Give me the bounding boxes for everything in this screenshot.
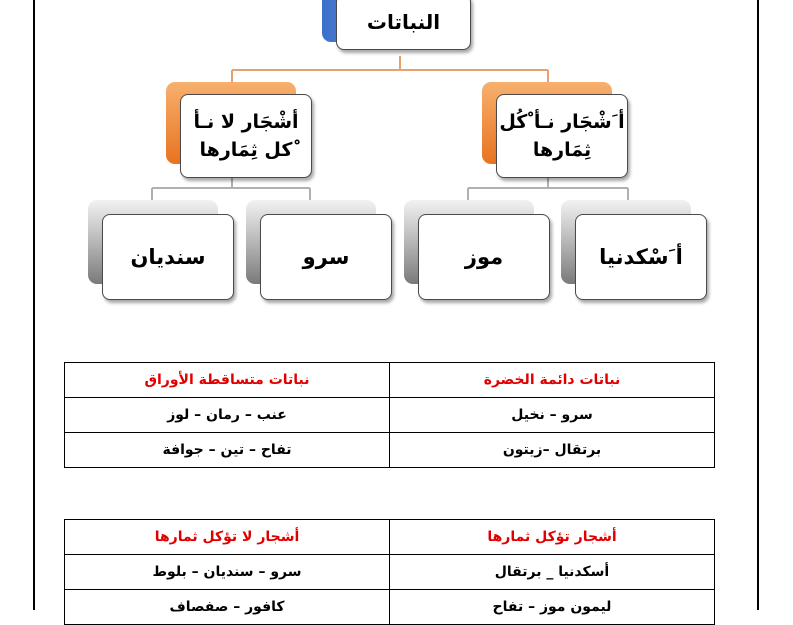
- table-cell: عنب – رمان – لوز: [65, 398, 390, 433]
- leaf-node-sarw: [244, 200, 394, 302]
- table-cell: كافور – صفصاف: [65, 590, 390, 625]
- table-row: [65, 555, 715, 590]
- leaf-node-sarw-box: [260, 214, 392, 300]
- root-label: النباتات: [366, 10, 441, 34]
- leaf-label-askadinya: أ َسْكدنيا: [599, 245, 683, 269]
- table-cell: برتقال –زيتون: [390, 433, 715, 468]
- table2-header-edible: أشجار تؤكل ثمارها: [390, 520, 715, 555]
- table-row: [65, 433, 715, 468]
- leaf-node-mawz: [402, 200, 552, 302]
- leaf-node-mawz-box: [418, 214, 550, 300]
- leaf-node-sindyan: [86, 200, 236, 302]
- group-label-edible: أ َشْجَار نـأ ْكُل ثِمَارها: [499, 111, 625, 161]
- table-row: [65, 363, 715, 398]
- root-node-box: [336, 0, 471, 50]
- table-cell: أسكدنيا _ برتقال: [390, 555, 715, 590]
- group-label-inedible: أشْجَار لا نـأ ْكل ثِمَارها: [193, 111, 299, 161]
- table1-header-evergreen: نباتات دائمة الخضرة: [390, 363, 715, 398]
- root-node: [322, 0, 472, 56]
- table-row: [65, 590, 715, 625]
- table1-header-deciduous: نباتات متساقطة الأوراق: [65, 363, 390, 398]
- table-edible-fruit: [64, 519, 715, 625]
- table-row: [65, 520, 715, 555]
- table-row: [65, 398, 715, 433]
- leaf-label-sindyan: سنديان: [130, 245, 206, 269]
- leaf-node-sindyan-box: [102, 214, 234, 300]
- table-cell: ليمون موز – تفاح: [390, 590, 715, 625]
- table-leaf-retention: [64, 362, 715, 468]
- group-node-inedible: [164, 82, 314, 182]
- group-node-edible: [480, 82, 630, 182]
- group-node-inedible-box: [180, 94, 312, 178]
- table-cell: تفاح – تين – جوافة: [65, 433, 390, 468]
- table-cell: سرو – سنديان – بلوط: [65, 555, 390, 590]
- leaf-label-mawz: موز: [464, 245, 504, 269]
- leaf-node-askadinya-box: [575, 214, 707, 300]
- leaf-label-sarw: سرو: [302, 245, 350, 269]
- leaf-node-askadinya: [559, 200, 709, 302]
- group-node-edible-box: [496, 94, 628, 178]
- table-cell: سرو – نخيل: [390, 398, 715, 433]
- table2-header-inedible: أشجار لا تؤكل ثمارها: [65, 520, 390, 555]
